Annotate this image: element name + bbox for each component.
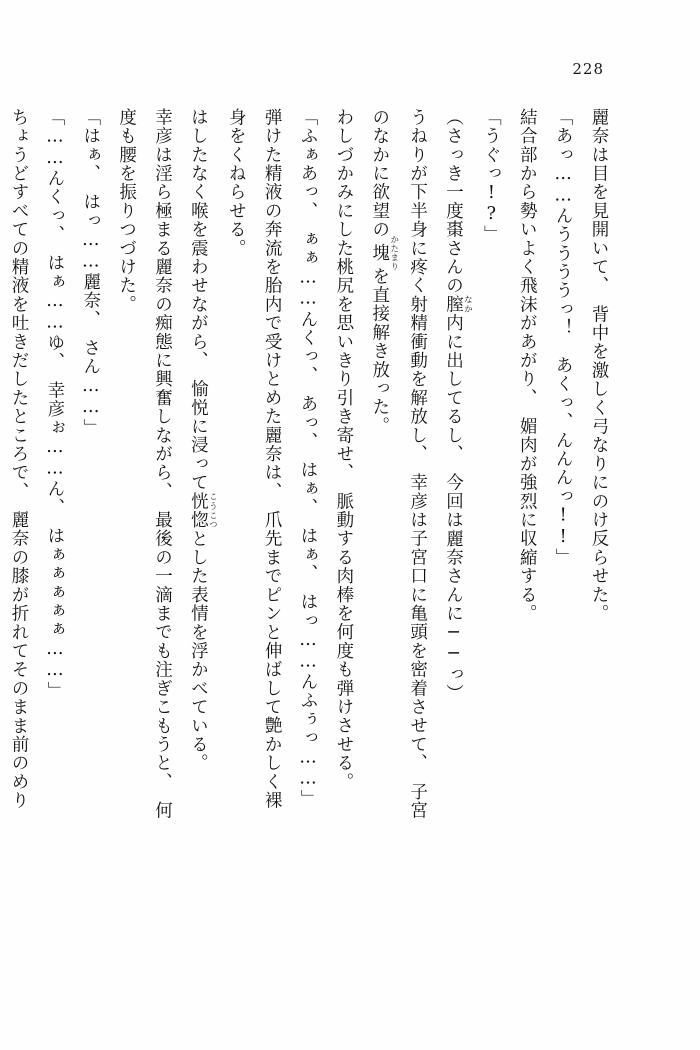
- text-line: のなかに欲望の塊 かたまりを直接解き放った。: [369, 108, 399, 436]
- text-line: 幸彦は淫ら極まる麗奈の痴態に興奮しながら、 最後の一滴までも注ぎこもうと、 何: [152, 108, 173, 820]
- ruby-annotation: 膣 なか: [443, 295, 473, 314]
- text-line: 度も腰を振りつづけた。: [116, 108, 137, 314]
- text-line: 「……んくっ、 はぁ……ゆ、 幸彦ぉ……ん、 はぁぁぁぁぁ……」: [44, 108, 65, 701]
- text-line: はしたなく喉を震わせながら、 愉悦に浸って恍惚 こうこつとした表情を浮かべている。: [188, 108, 218, 773]
- ruby-annotation: 塊 かたまり: [369, 234, 399, 271]
- text-line: 身をくねらせる。: [226, 108, 247, 258]
- text-line: うねりが下半身に疼く射精衝動を解放し、 幸彦は子宮口に亀頭を密着させて、 子宮: [407, 108, 428, 820]
- text-line: （さっき一度棗さんの膣 なか内に出してるし、 今回は麗奈さんに──っ）: [443, 108, 473, 703]
- text-line: 弾けた精液の奔流を胎内で受けとめた麗奈は、 爪先までピンと伸ばして艶かしく裸: [262, 108, 283, 810]
- page-number: 228: [572, 60, 604, 78]
- text-line: 「あっ……んううううっ！ あくっ、んんんっ!!」: [553, 108, 574, 567]
- text-line: ちょうどすべての精液を吐きだしたところで、 麗奈の膝が折れてそのまま前のめり: [9, 108, 29, 810]
- text-line: 結合部から勢いよく飛沫があがり、 媚肉が強烈に収縮する。: [517, 108, 538, 623]
- text-line: 「はぁ、 はっ……麗奈、 さん……」: [80, 108, 101, 438]
- text-line: 「うぐっ!?」: [481, 108, 502, 244]
- text-line: わしづかみにした桃尻を思いきり引き寄せ、 脈動する肉棒を何度も弾けさせる。: [333, 108, 354, 792]
- page-body-text: [9, 108, 616, 968]
- text-line: 麗奈は目を見開いて、 背中を激しく弓なりにのけ反らせた。: [589, 108, 609, 623]
- ruby-annotation: 恍惚 こうこつ: [188, 491, 218, 530]
- text-line: 「ふぁあっ、 ぁぁ……んくっ、 あっ、 はぁ、 はぁ、 はっ……んふぅっ……」: [298, 108, 318, 809]
